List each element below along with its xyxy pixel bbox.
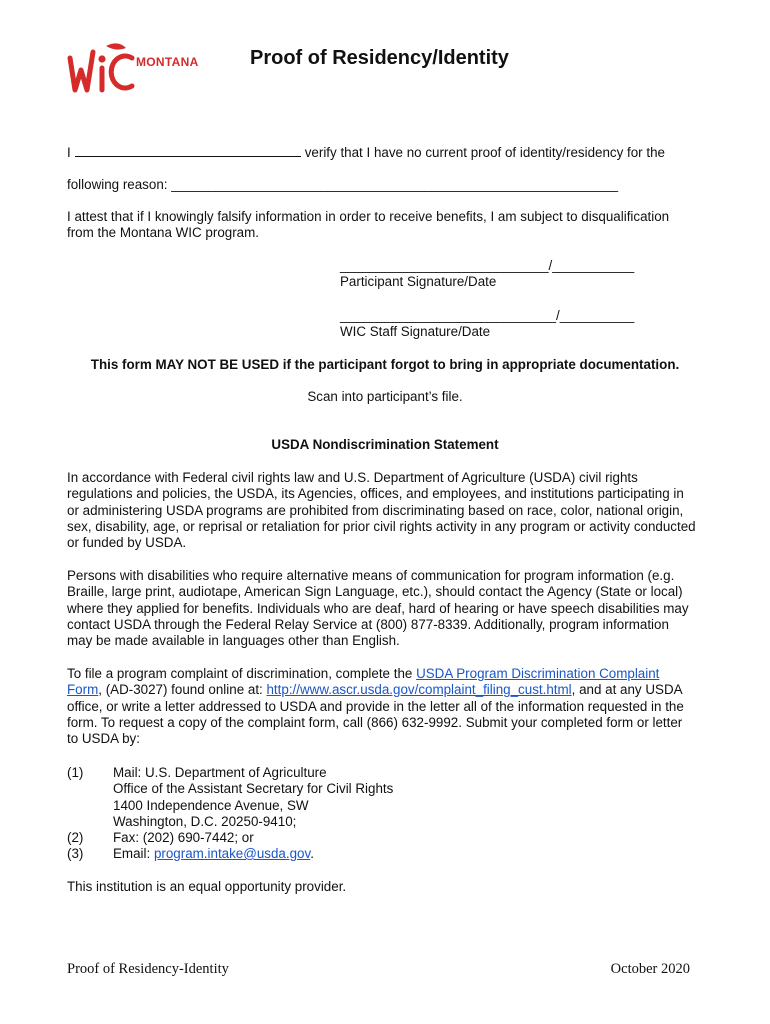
mail-address xyxy=(113,765,393,830)
email-suffix: . xyxy=(310,846,314,861)
list-number-1: (1) xyxy=(67,765,84,780)
mail-line-1: Mail: U.S. Department of Agriculture xyxy=(113,765,327,780)
name-blank-field[interactable] xyxy=(75,144,301,157)
statement-heading: USDA Nondiscrimination Statement xyxy=(271,437,499,452)
identity-statement-line xyxy=(67,144,665,161)
wic-montana-logo xyxy=(66,38,226,98)
mail-line-2: Office of the Assistant Secretary for Civil Rights xyxy=(113,781,394,797)
staff-signature-label: WIC Staff Signature/Date xyxy=(340,324,491,339)
email-prefix: Email: xyxy=(113,846,154,861)
reason-line: following reason: ____________________________________________________________ xyxy=(67,177,619,192)
complaint-text-b: , (AD-3027) found online at: xyxy=(98,682,267,698)
participant-signature-field[interactable]: ____________________________/___________ xyxy=(340,258,635,273)
list-number-2: (2) xyxy=(67,830,84,845)
complaint-paragraph xyxy=(67,666,697,747)
complaint-form-link[interactable]: USDA Program Discrimination Complaint Form xyxy=(67,666,660,698)
logo-state-text: MONTANA xyxy=(136,55,199,69)
staff-signature-field[interactable]: _____________________________/__________ xyxy=(340,308,635,323)
usage-warning: This form MAY NOT BE USED if the participant forgot to bring in appropriate documentation. xyxy=(90,357,680,372)
list-number-3: (3) xyxy=(67,846,84,861)
nondiscrimination-paragraph: In accordance with Federal civil rights law and U.S. Department of Agriculture (USDA) civil rights regulations and policies, the USDA, its Agencies, offices, and employees, and institutions participating in or administering USDA programs are prohibited from discriminating based on race, color, national origin, sex, disability, age, or reprisal or retaliation for prior civil rights activity in any program or activity conducted or funded by USDA. xyxy=(67,470,696,551)
mail-line-4: Washington, D.C. 20250-9410; xyxy=(113,813,297,829)
complaint-text-a: To file a program complaint of discrimination, complete the xyxy=(67,666,417,681)
accessibility-paragraph: Persons with disabilities who require alternative means of communication for program information (e.g. Braille, large print, audiotape, American Sign Language, etc.), should contact the Agency (State or local) where they applied for benefits. Individuals who are deaf, hard of hearing or have speech disabilities may contact USDA through the Federal Relay Service at (800) 877-8339. Additionally, program information may be made available in languages other than English. xyxy=(67,568,689,649)
statement-suffix: verify that I have no current proof of identity/residency for the xyxy=(304,145,665,160)
page-title: Proof of Residency/Identity xyxy=(250,47,509,69)
complaint-text-c: , and at any USDA office, or write a letter addressed to USDA and provide in the letter all of the information requested in the form. To request a copy of the complaint form, call (866) 632-9992. Submit your completed form or letter to USDA by: xyxy=(67,682,684,747)
ascr-url-link[interactable]: http://www.ascr.usda.gov/complaint_filing_cust.html xyxy=(266,682,572,698)
email-link[interactable]: program.intake@usda.gov xyxy=(153,846,311,861)
equal-opportunity-statement: This institution is an equal opportunity provider. xyxy=(67,879,347,894)
fax-line: Fax: (202) 690-7442; or xyxy=(113,830,254,845)
footer-date: October 2020 xyxy=(610,961,690,977)
email-line xyxy=(113,846,314,862)
scan-note: Scan into participant’s file. xyxy=(307,389,463,404)
footer-document-name: Proof of Residency-Identity xyxy=(67,961,229,977)
attest-statement: I attest that if I knowingly falsify information in order to receive benefits, I am subject to disqualification from the Montana WIC program. xyxy=(67,209,670,241)
participant-signature-label: Participant Signature/Date xyxy=(340,274,497,289)
statement-prefix: I xyxy=(67,145,71,160)
mail-line-3: 1400 Independence Avenue, SW xyxy=(113,797,309,813)
